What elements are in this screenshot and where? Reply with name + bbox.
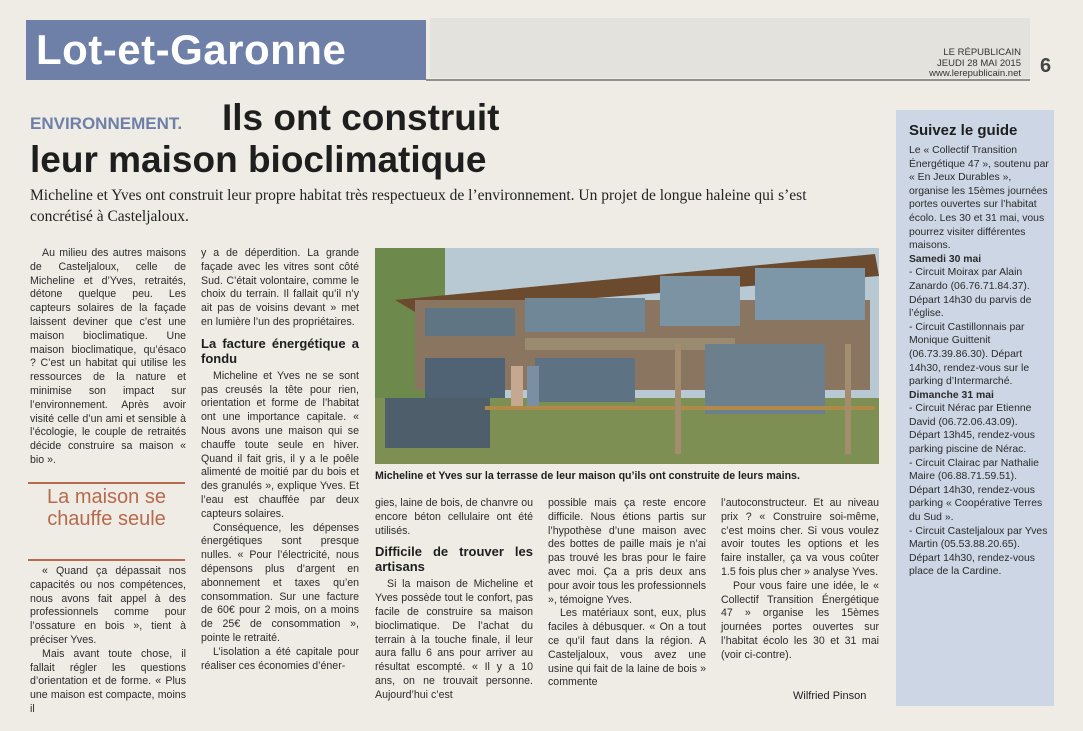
sidebar-body: [909, 144, 1049, 579]
subheading: Difficile de trouver les artisans: [375, 544, 533, 575]
column-5: [721, 497, 879, 663]
headline: [30, 97, 710, 181]
paragraph: possible mais ça reste encore difficile. Nous étions partis sur l’hypothèse d’une maison avec des bottes de paille mais je n’ai pas trouvé les bras pour le faire avec moi. Ça a pris deux ans pour avoir tous les professionnels », témoigne Yves.: [548, 497, 706, 606]
column-1: [30, 247, 186, 468]
sidebar-title: Suivez le guide: [909, 122, 1018, 139]
paragraph: Micheline et Yves ne se sont pas creusés la tête pour rien, orientation et forme de l’habitat ont une importance capitale. « Nous avons une maison qui se chauffe toute seule en hiver. Quand il fait gris, il y a le poêle alimenté de moitié par du bois et des granulés », explique Yves. Et l’eau est chauffée par deux capteurs solaires.: [201, 369, 359, 520]
paragraph: L’isolation a été capitale pour réaliser ces économies d’éner-: [201, 645, 359, 672]
paragraph: Pour vous faire une idée, le « Collectif Transition Énergétique 47 » organise les 15èmes journées portes ouvertes sur l’habitat écolo les 30 et 31 mai (voir ci-contre).: [721, 579, 879, 661]
paragraph: Au milieu des autres maisons de Casteljaloux, celle de Micheline et d’Yves, retraités, détone quelque peu. Les capteurs solaires de la façade laissent deviner que c’est une maison bioclimatique. Une maison bioclimatique, qu’ésaco ? C’est un habitat qui utilise les ressources de la nature et minimise son impact sur l’environnement. Après avoir visité celle d’un ami et sensible à l’écologie, le couple de retraités décide construire sa maison « bio ».: [30, 247, 186, 466]
paragraph: gies, laine de bois, de chanvre ou encore béton cellulaire ont été utilisés.: [375, 497, 533, 537]
headline-line-2: leur maison bioclimatique: [30, 139, 487, 180]
page-number: 6: [1040, 55, 1052, 77]
newspaper-date: JEUDI 28 MAI 2015: [937, 57, 1021, 69]
newspaper-name: LE RÉPUBLICAIN: [943, 47, 1021, 58]
sidebar-item: - Circuit Castillonnais par Monique Guittenit (06.73.39.86.30). Départ 14h30, rendez-vous sur le parking d’Intermarché.: [909, 321, 1030, 388]
sidebar-item: - Circuit Moirax par Alain Zanardo (06.76.71.84.37). Départ 14h30 du parvis de l’église.: [909, 267, 1032, 320]
column-4: [548, 497, 706, 690]
sidebar-intro: Le « Collectif Transition Énergétique 47 », soutenu par « En Jeux Durables », organise les 15èmes journées portes ouvertes sur l’habitat écolo. Les 30 et 31 mai, vous pourrez visiter différentes maisons.: [909, 145, 1049, 252]
house-photo-illustration: [375, 248, 879, 464]
column-2: [201, 247, 359, 673]
newspaper-meta: [929, 48, 1021, 80]
author-signature: Wilfried Pinson: [793, 690, 867, 702]
kicker: ENVIRONNEMENT.: [30, 114, 183, 133]
sidebar-day-heading: Samedi 30 mai: [909, 253, 982, 265]
paragraph: Conséquence, les dépenses énergétiques sont presque nulles. « Pour l’électricité, nous dépensons plus d’argent en abonnement et taxes qu’en consommation. Sur une facture de 60€ pour 2 mois, on a moins de 25€ de consommation », pointe le retraité.: [201, 521, 359, 644]
pull-quote: La maison se chauffe seule: [47, 486, 166, 530]
sidebar-item: - Circuit Clairac par Nathalie Maire (06.88.71.59.51). Départ 14h30, rendez-vous parking « Coopérative Terres du Sud ».: [909, 457, 1043, 524]
headline-line-1: Ils ont construit: [222, 97, 500, 138]
column-3: [375, 497, 533, 703]
sidebar-item: - Circuit Casteljaloux par Yves Martin (05.53.88.20.65). Départ 14h30, rendez-vous place de la Cardine.: [909, 525, 1048, 578]
newspaper-site[interactable]: www.lerepublicain.net: [929, 68, 1021, 79]
photo-caption: Micheline et Yves sur la terrasse de leur maison qu’ils ont construite de leurs mains.: [375, 470, 800, 482]
paragraph: Mais avant toute chose, il fallait régler les questions d’orientation et de forme. « Plus une maison est compacte, moins il: [30, 647, 186, 715]
sidebar-day-heading: Dimanche 31 mai: [909, 389, 994, 401]
column-1-continued: [30, 565, 186, 717]
subheading: La facture énergétique a fondu: [201, 335, 359, 366]
sidebar-item: - Circuit Nérac par Etienne David (06.72.06.43.09). Départ 13h45, rendez-vous parking piscine de Nérac.: [909, 403, 1035, 456]
paragraph: Les matériaux sont, eux, plus faciles à débusquer. « On a tout ce qu’il faut dans la région. A Casteljaloux, vous avez une usine qui fait de la laine de bois » commente: [548, 607, 706, 689]
section-title: Lot-et-Garonne: [36, 26, 347, 73]
house-photo: [375, 248, 879, 464]
paragraph: l’autoconstructeur. Et au niveau prix ? « Construire soi-même, c’est moins cher. Si vous voulez avoir toutes les options et les faire installer, ça va vous coûter 1.5 fois plus cher » analyse Yves.: [721, 497, 879, 578]
paragraph: « Quand ça dépassait nos capacités ou nos compétences, nous avons fait appel à des professionnels comme pour l’ossature en bois », tient à préciser Yves.: [30, 565, 186, 646]
paragraph: y a de déperdition. La grande façade avec les vitres sont côté Sud. C’était volontaire, comme le choix du terrain. Il fallait qu’il n’y ait pas de voisins devant » met en lumière l’un des propriétaires.: [201, 247, 359, 328]
paragraph: Si la maison de Micheline et Yves possède tout le confort, pas facile de construire sa maison bioclimatique. De l’achat du terrain à la touche finale, il leur aura fallu 6 ans pour arriver au résultat escompté. « Il y a 10 ans, on ne trouvait personne. Aujourd’hui c’est: [375, 578, 533, 701]
lede: Micheline et Yves ont construit leur propre habitat très respectueux de l’environnement. Un projet de longue haleine qui s’est concrétisé à Casteljaloux.: [30, 187, 807, 225]
